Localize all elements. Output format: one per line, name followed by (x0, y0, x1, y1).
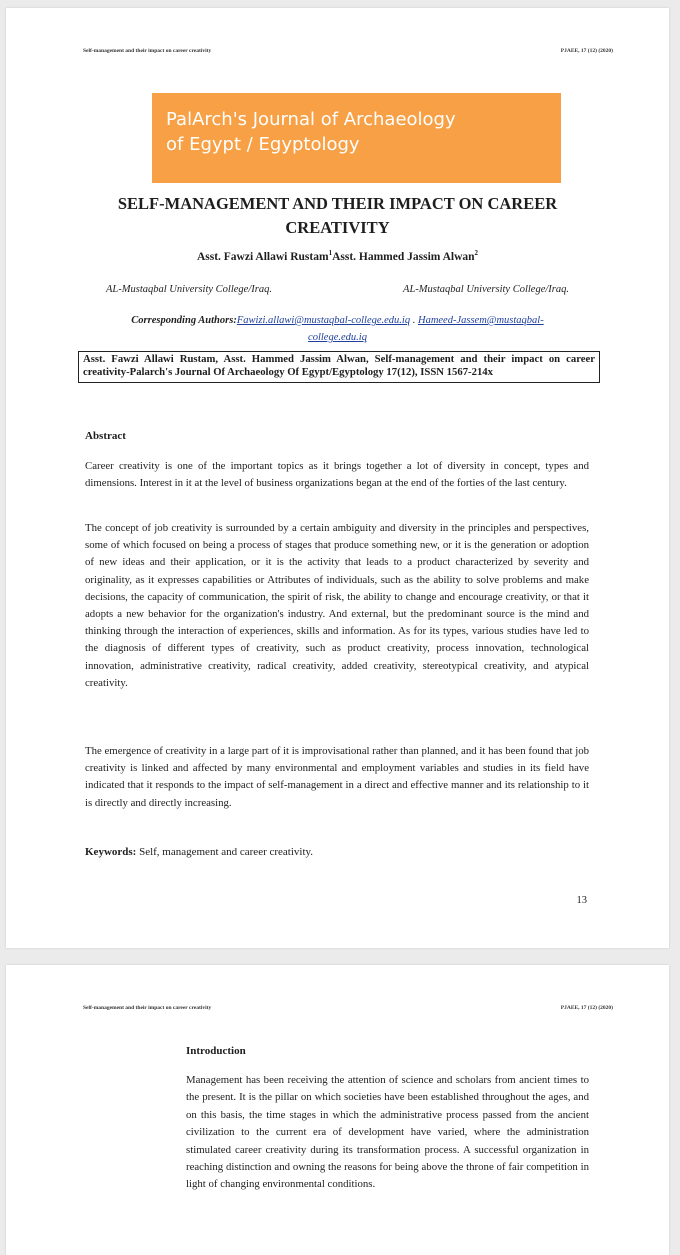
running-head-journal: PJAEE, 17 (12) (2020) (560, 1005, 613, 1011)
author-1: Asst. Fawzi Allawi Rustam (196, 250, 329, 263)
author-1-marker: 1 (328, 249, 333, 257)
introduction-heading: Introduction (186, 1045, 246, 1057)
keywords-label: Keywords: (85, 846, 137, 858)
journal-banner (152, 93, 561, 183)
affiliations (106, 284, 569, 295)
running-head (83, 48, 613, 54)
corresponding-label: Corresponding Authors: (131, 315, 237, 326)
running-head-title: Self-management and their impact on career creativity (83, 1005, 212, 1011)
affiliation-1: AL-Mustaqbal University College/Iraq. (106, 284, 272, 295)
running-head-title: Self-management and their impact on career creativity (83, 48, 212, 54)
abstract-paragraph-2: The concept of job creativity is surrounded by a certain ambiguity and diversity in the principles and perspectives, some of which focused on being a process of stages that produce something new, or it is the generation or adoption of new ideas and their application, or it is the activity that leads to a product characterized by severity and originality, as it expresses capabilities or Attributes of individuals, such as the ability to solve problems and make decisions, the capacity of communication, the spirit of risk, the ability to change and encourage creativity, or that it adopts a new behavior for the organization's industry. And external, but the predominant source is the mind and thinking through the interaction of experiences, skills and information. As for its types, various studies have led to the diagnosis of different types of creativity, such as product creativity, process innovation, technological innovation, administrative creativity, radical creativity, added creativity, stereotypical creativity, and atypical creativity. (85, 522, 589, 689)
abstract-paragraph-3: The emergence of creativity in a large part of it is improvisational rather than planned, and it has been found that job creativity is linked and affected by many environmental and employment variables and studies in its field have indicated that it responds to the impact of self-management in a direct and effective manner and its relationship to it is directly and directly increasing. (85, 745, 589, 809)
running-head (83, 1005, 613, 1011)
keywords (85, 846, 313, 858)
title-line-2: CREATIVITY (285, 218, 390, 237)
author-2-marker: 2 (474, 249, 479, 257)
paper-title (46, 192, 629, 240)
keywords-text: Self, management and career creativity. (136, 846, 314, 858)
email-link-1[interactable]: Fawizi.allawi@mustaqbal-college.edu.iq (236, 315, 411, 326)
page-2 (6, 965, 669, 1255)
abstract-paragraph-1: Career creativity is one of the important topics as it brings together a lot of diversity in concept, types and dimensions. Interest in it at the level of business organizations began at the end of the forties of the last century. (85, 460, 589, 490)
corresponding-authors (106, 312, 569, 346)
page-number: 13 (576, 895, 587, 906)
author-line (46, 249, 629, 263)
abstract-heading: Abstract (85, 430, 126, 442)
banner-line-1: PalArch's Journal of Archaeology (166, 109, 456, 130)
introduction-paragraph-1: Management has been receiving the attention of science and scholars from ancient times to the present. It is the pillar on which societies have been established throughout the ages, and on this basis, the time stages in which the administrative process passed from the ancient civilization to the current era of development have varied, where the administration stimulated career creativity during its transformation process. A successful organization in reaching distinction and owning the reasons for being above the throne of fair competition in light of changing environmental conditions. (186, 1074, 589, 1191)
banner-line-2: of Egypt / Egyptology (166, 134, 360, 155)
affiliation-2: AL-Mustaqbal University College/Iraq. (403, 284, 569, 295)
author-2: Asst. Hammed Jassim Alwan (332, 250, 475, 263)
running-head-journal: PJAEE, 17 (12) (2020) (560, 48, 613, 54)
title-line-1: SELF-MANAGEMENT AND THEIR IMPACT ON CAREER (117, 194, 558, 213)
page-1 (6, 8, 669, 948)
citation-box: Asst. Fawzi Allawi Rustam, Asst. Hammed Jassim Alwan, Self-management and their impact on career creativity-Palarch's Journal Of Archaeology Of Egypt/Egyptology 17(12), ISSN 1567-214x (78, 351, 600, 383)
email-separator: . (410, 315, 418, 326)
email-link-2[interactable]: Hameed-Jassem@mustaqbal-college.edu.iq (308, 315, 544, 343)
